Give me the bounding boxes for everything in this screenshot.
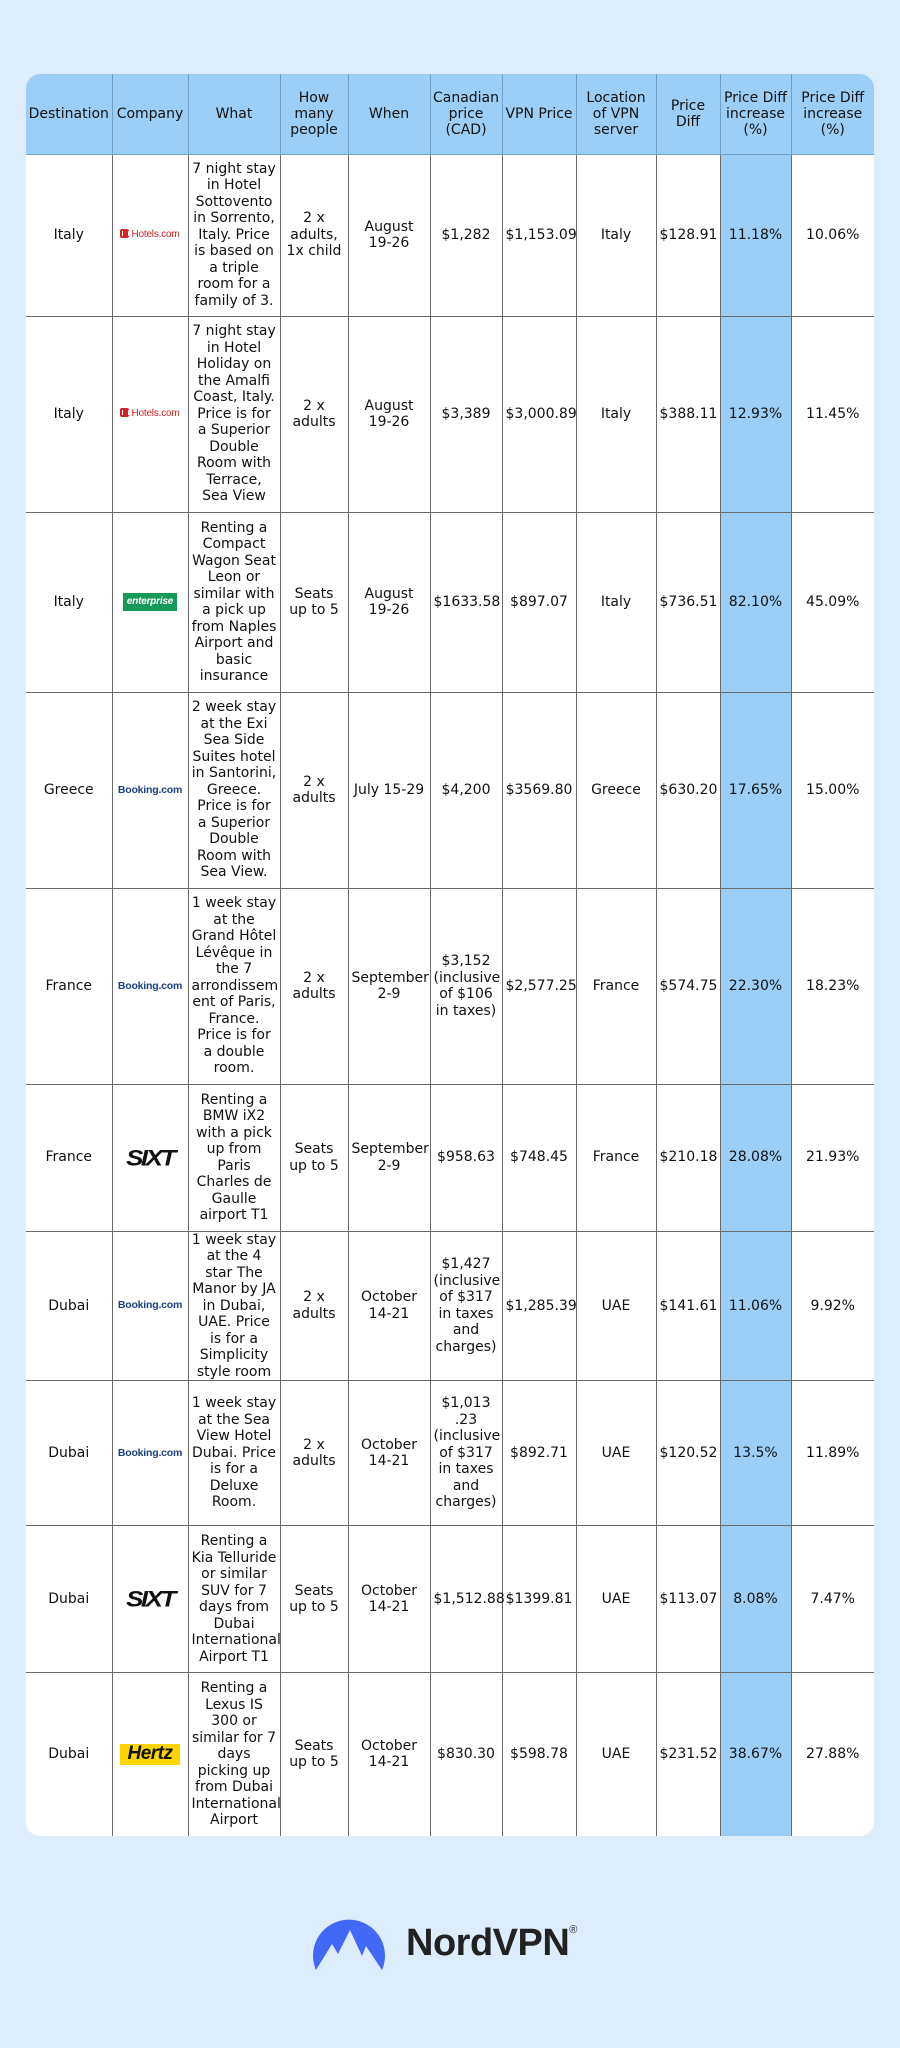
cell-increase-a: 22.30%: [720, 888, 791, 1084]
cell-increase-b: 15.00%: [791, 692, 874, 888]
company-logo-text: enterprise: [126, 595, 174, 607]
cell-people: Seats up to 5: [280, 1526, 348, 1673]
table-row: [26, 1381, 874, 1526]
brand-name-text: NordVPN: [406, 1921, 570, 1964]
cell-company: [112, 888, 188, 1084]
cell-cad-price: $4,200: [430, 692, 502, 888]
cell-vpn-location: Italy: [576, 512, 656, 692]
company-logo: [126, 1586, 174, 1612]
brand-name: [406, 1922, 577, 1965]
cell-price-diff: $736.51: [656, 512, 720, 692]
company-logo: [120, 227, 179, 244]
company-logo-text: SIXT: [126, 1144, 174, 1171]
cell-cad-price: $1,427 (inclusive of $317 in taxes and charges): [430, 1231, 502, 1381]
cell-what: 1 week stay at the Sea View Hotel Dubai. Price is for a Deluxe Room.: [188, 1381, 280, 1526]
cell-increase-a: 11.06%: [720, 1231, 791, 1381]
cell-what: Renting a Compact Wagon Seat Leon or similar with a pick up from Naples Airport and basic insurance: [188, 512, 280, 692]
cell-vpn-location: France: [576, 888, 656, 1084]
cell-increase-a: 17.65%: [720, 692, 791, 888]
cell-when: October 14-21: [348, 1381, 430, 1526]
table-row: [26, 154, 874, 316]
cell-vpn-location: UAE: [576, 1231, 656, 1381]
company-logo: [126, 1144, 174, 1171]
cell-destination: Italy: [26, 512, 112, 692]
price-comparison-table: [26, 74, 874, 1836]
cell-destination: Dubai: [26, 1526, 112, 1673]
cell-vpn-price: $1,285.39: [502, 1231, 576, 1381]
cell-vpn-location: UAE: [576, 1526, 656, 1673]
cell-increase-b: 10.06%: [791, 154, 874, 316]
cell-destination: Italy: [26, 154, 112, 316]
company-logo-text: Hotels.com: [131, 228, 180, 240]
cell-price-diff: $574.75: [656, 888, 720, 1084]
header-increase-a: Price Diff increase (%): [720, 74, 791, 154]
cell-what: 7 night stay in Hotel Sottovento in Sorrento, Italy. Price is based on a triple room for a family of 3.: [188, 154, 280, 316]
cell-vpn-price: $1399.81: [502, 1526, 576, 1673]
company-logo: [120, 406, 179, 423]
cell-vpn-price: $2,577.25: [502, 888, 576, 1084]
company-logo-text: Hertz: [127, 1743, 173, 1764]
cell-company: [112, 1231, 188, 1381]
cell-vpn-price: $1,153.09: [502, 154, 576, 316]
table-row: [26, 512, 874, 692]
cell-destination: Italy: [26, 316, 112, 512]
cell-vpn-location: France: [576, 1084, 656, 1231]
cell-vpn-location: Italy: [576, 154, 656, 316]
hotels-h-icon: [120, 408, 129, 417]
table-row: [26, 1526, 874, 1673]
cell-price-diff: $388.11: [656, 316, 720, 512]
cell-cad-price: $1,282: [430, 154, 502, 316]
cell-cad-price: $1633.58: [430, 512, 502, 692]
cell-people: 2 x adults: [280, 316, 348, 512]
cell-increase-a: 11.18%: [720, 154, 791, 316]
price-comparison-table-container: [26, 74, 874, 1836]
cell-increase-b: 9.92%: [791, 1231, 874, 1381]
cell-increase-b: 11.89%: [791, 1381, 874, 1526]
cell-when: August 19-26: [348, 316, 430, 512]
cell-increase-b: 45.09%: [791, 512, 874, 692]
table-row: [26, 692, 874, 888]
company-logo-text: Hotels.com: [131, 407, 180, 419]
cell-cad-price: $830.30: [430, 1673, 502, 1836]
cell-people: 2 x adults, 1x child: [280, 154, 348, 316]
cell-increase-b: 18.23%: [791, 888, 874, 1084]
cell-people: Seats up to 5: [280, 1673, 348, 1836]
cell-destination: France: [26, 1084, 112, 1231]
cell-increase-a: 12.93%: [720, 316, 791, 512]
company-logo: [118, 1445, 182, 1462]
cell-company: [112, 692, 188, 888]
cell-people: 2 x adults: [280, 888, 348, 1084]
trademark-symbol: ®: [569, 1923, 577, 1936]
header-people: How many people: [280, 74, 348, 154]
cell-increase-b: 11.45%: [791, 316, 874, 512]
cell-vpn-location: UAE: [576, 1673, 656, 1836]
cell-people: Seats up to 5: [280, 1084, 348, 1231]
company-logo-text: SIXT: [126, 1586, 174, 1612]
cell-increase-a: 13.5%: [720, 1381, 791, 1526]
header-cad-price: Canadian price (CAD): [430, 74, 502, 154]
table-row: [26, 1231, 874, 1381]
company-logo-text: Booking.com: [117, 979, 183, 992]
cell-increase-a: 38.67%: [720, 1673, 791, 1836]
cell-increase-a: 28.08%: [720, 1084, 791, 1231]
cell-increase-b: 7.47%: [791, 1526, 874, 1673]
header-price-diff: Price Diff: [656, 74, 720, 154]
cell-what: Renting a Lexus IS 300 or similar for 7 days picking up from Dubai International Airport: [188, 1673, 280, 1836]
cell-price-diff: $141.61: [656, 1231, 720, 1381]
cell-increase-a: 8.08%: [720, 1526, 791, 1673]
nordvpn-logo: [310, 1910, 610, 1976]
cell-people: 2 x adults: [280, 1231, 348, 1381]
cell-vpn-price: $748.45: [502, 1084, 576, 1231]
cell-destination: Dubai: [26, 1231, 112, 1381]
header-when: When: [348, 74, 430, 154]
table-row: [26, 1084, 874, 1231]
company-logo: [118, 782, 182, 799]
cell-company: [112, 154, 188, 316]
cell-price-diff: $630.20: [656, 692, 720, 888]
header-what: What: [188, 74, 280, 154]
company-logo: [120, 1744, 179, 1765]
cell-what: 2 week stay at the Exi Sea Side Suites hotel in Santorini, Greece. Price is for a Superior Double Room with Sea View.: [188, 692, 280, 888]
hotels-h-icon: [120, 229, 129, 238]
cell-destination: Greece: [26, 692, 112, 888]
table-row: [26, 1673, 874, 1836]
cell-price-diff: $113.07: [656, 1526, 720, 1673]
cell-when: July 15-29: [348, 692, 430, 888]
table-header-row: [26, 74, 874, 154]
header-increase-b: Price Diff increase (%): [801, 89, 865, 138]
cell-cad-price: $1,512.88: [430, 1526, 502, 1673]
cell-price-diff: $120.52: [656, 1381, 720, 1526]
cell-destination: Dubai: [26, 1381, 112, 1526]
cell-price-diff: $128.91: [656, 154, 720, 316]
header-vpn-price: VPN Price: [502, 74, 576, 154]
cell-vpn-price: $892.71: [502, 1381, 576, 1526]
cell-what: 1 week stay at the 4 star The Manor by JA in Dubai, UAE. Price is for a Simplicity style room: [188, 1231, 280, 1381]
header-destination: Destination: [26, 74, 112, 154]
cell-vpn-price: $3569.80: [502, 692, 576, 888]
cell-vpn-location: UAE: [576, 1381, 656, 1526]
header-vpn-location: Location of VPN server: [576, 74, 656, 154]
cell-when: September 2-9: [348, 888, 430, 1084]
cell-cad-price: $958.63: [430, 1084, 502, 1231]
cell-cad-price: $1,013 .23 (inclusive of $317 in taxes and charges): [430, 1381, 502, 1526]
cell-vpn-price: $598.78: [502, 1673, 576, 1836]
cell-people: 2 x adults: [280, 1381, 348, 1526]
cell-increase-b: 21.93%: [791, 1084, 874, 1231]
cell-when: October 14-21: [348, 1673, 430, 1836]
cell-destination: France: [26, 888, 112, 1084]
cell-vpn-price: $897.07: [502, 512, 576, 692]
cell-when: October 14-21: [348, 1526, 430, 1673]
nordvpn-mountain-logo-icon: [310, 1910, 388, 1976]
cell-what: Renting a BMW iX2 with a pick up from Paris Charles de Gaulle airport T1: [188, 1084, 280, 1231]
cell-company: [112, 1673, 188, 1836]
table-row: [26, 888, 874, 1084]
cell-price-diff: $210.18: [656, 1084, 720, 1231]
cell-price-diff: $231.52: [656, 1673, 720, 1836]
company-logo-text: Booking.com: [117, 783, 183, 796]
cell-company: [112, 316, 188, 512]
cell-company: [112, 1084, 188, 1231]
cell-people: Seats up to 5: [280, 512, 348, 692]
company-logo-text: Booking.com: [117, 1446, 183, 1459]
cell-when: September 2-9: [348, 1084, 430, 1231]
cell-what: 1 week stay at the Grand Hôtel Lévêque in the 7 arrondissem ent of Paris, France. Price is for a double room.: [188, 888, 280, 1084]
cell-increase-b: 27.88%: [791, 1673, 874, 1836]
cell-cad-price: $3,389: [430, 316, 502, 512]
company-logo: [118, 1297, 182, 1314]
cell-vpn-location: Italy: [576, 316, 656, 512]
cell-company: [112, 512, 188, 692]
table-row: [26, 316, 874, 512]
cell-increase-a: 82.10%: [720, 512, 791, 692]
cell-when: August 19-26: [348, 154, 430, 316]
cell-what: 7 night stay in Hotel Holiday on the Amalfi Coast, Italy. Price is for a Superior Double Room with Terrace, Sea View: [188, 316, 280, 512]
header-company: Company: [112, 74, 188, 154]
company-logo-text: Booking.com: [117, 1299, 183, 1312]
cell-vpn-location: Greece: [576, 692, 656, 888]
cell-when: October 14-21: [348, 1231, 430, 1381]
company-logo: [123, 593, 177, 612]
cell-people: 2 x adults: [280, 692, 348, 888]
cell-when: August 19-26: [348, 512, 430, 692]
cell-what: Renting a Kia Telluride or similar SUV for 7 days from Dubai International Airport T1: [188, 1526, 280, 1673]
cell-destination: Dubai: [26, 1673, 112, 1836]
cell-company: [112, 1381, 188, 1526]
cell-vpn-price: $3,000.89: [502, 316, 576, 512]
cell-cad-price: $3,152 (inclusive of $106 in taxes): [430, 888, 502, 1084]
cell-company: [112, 1526, 188, 1673]
company-logo: [118, 978, 182, 995]
